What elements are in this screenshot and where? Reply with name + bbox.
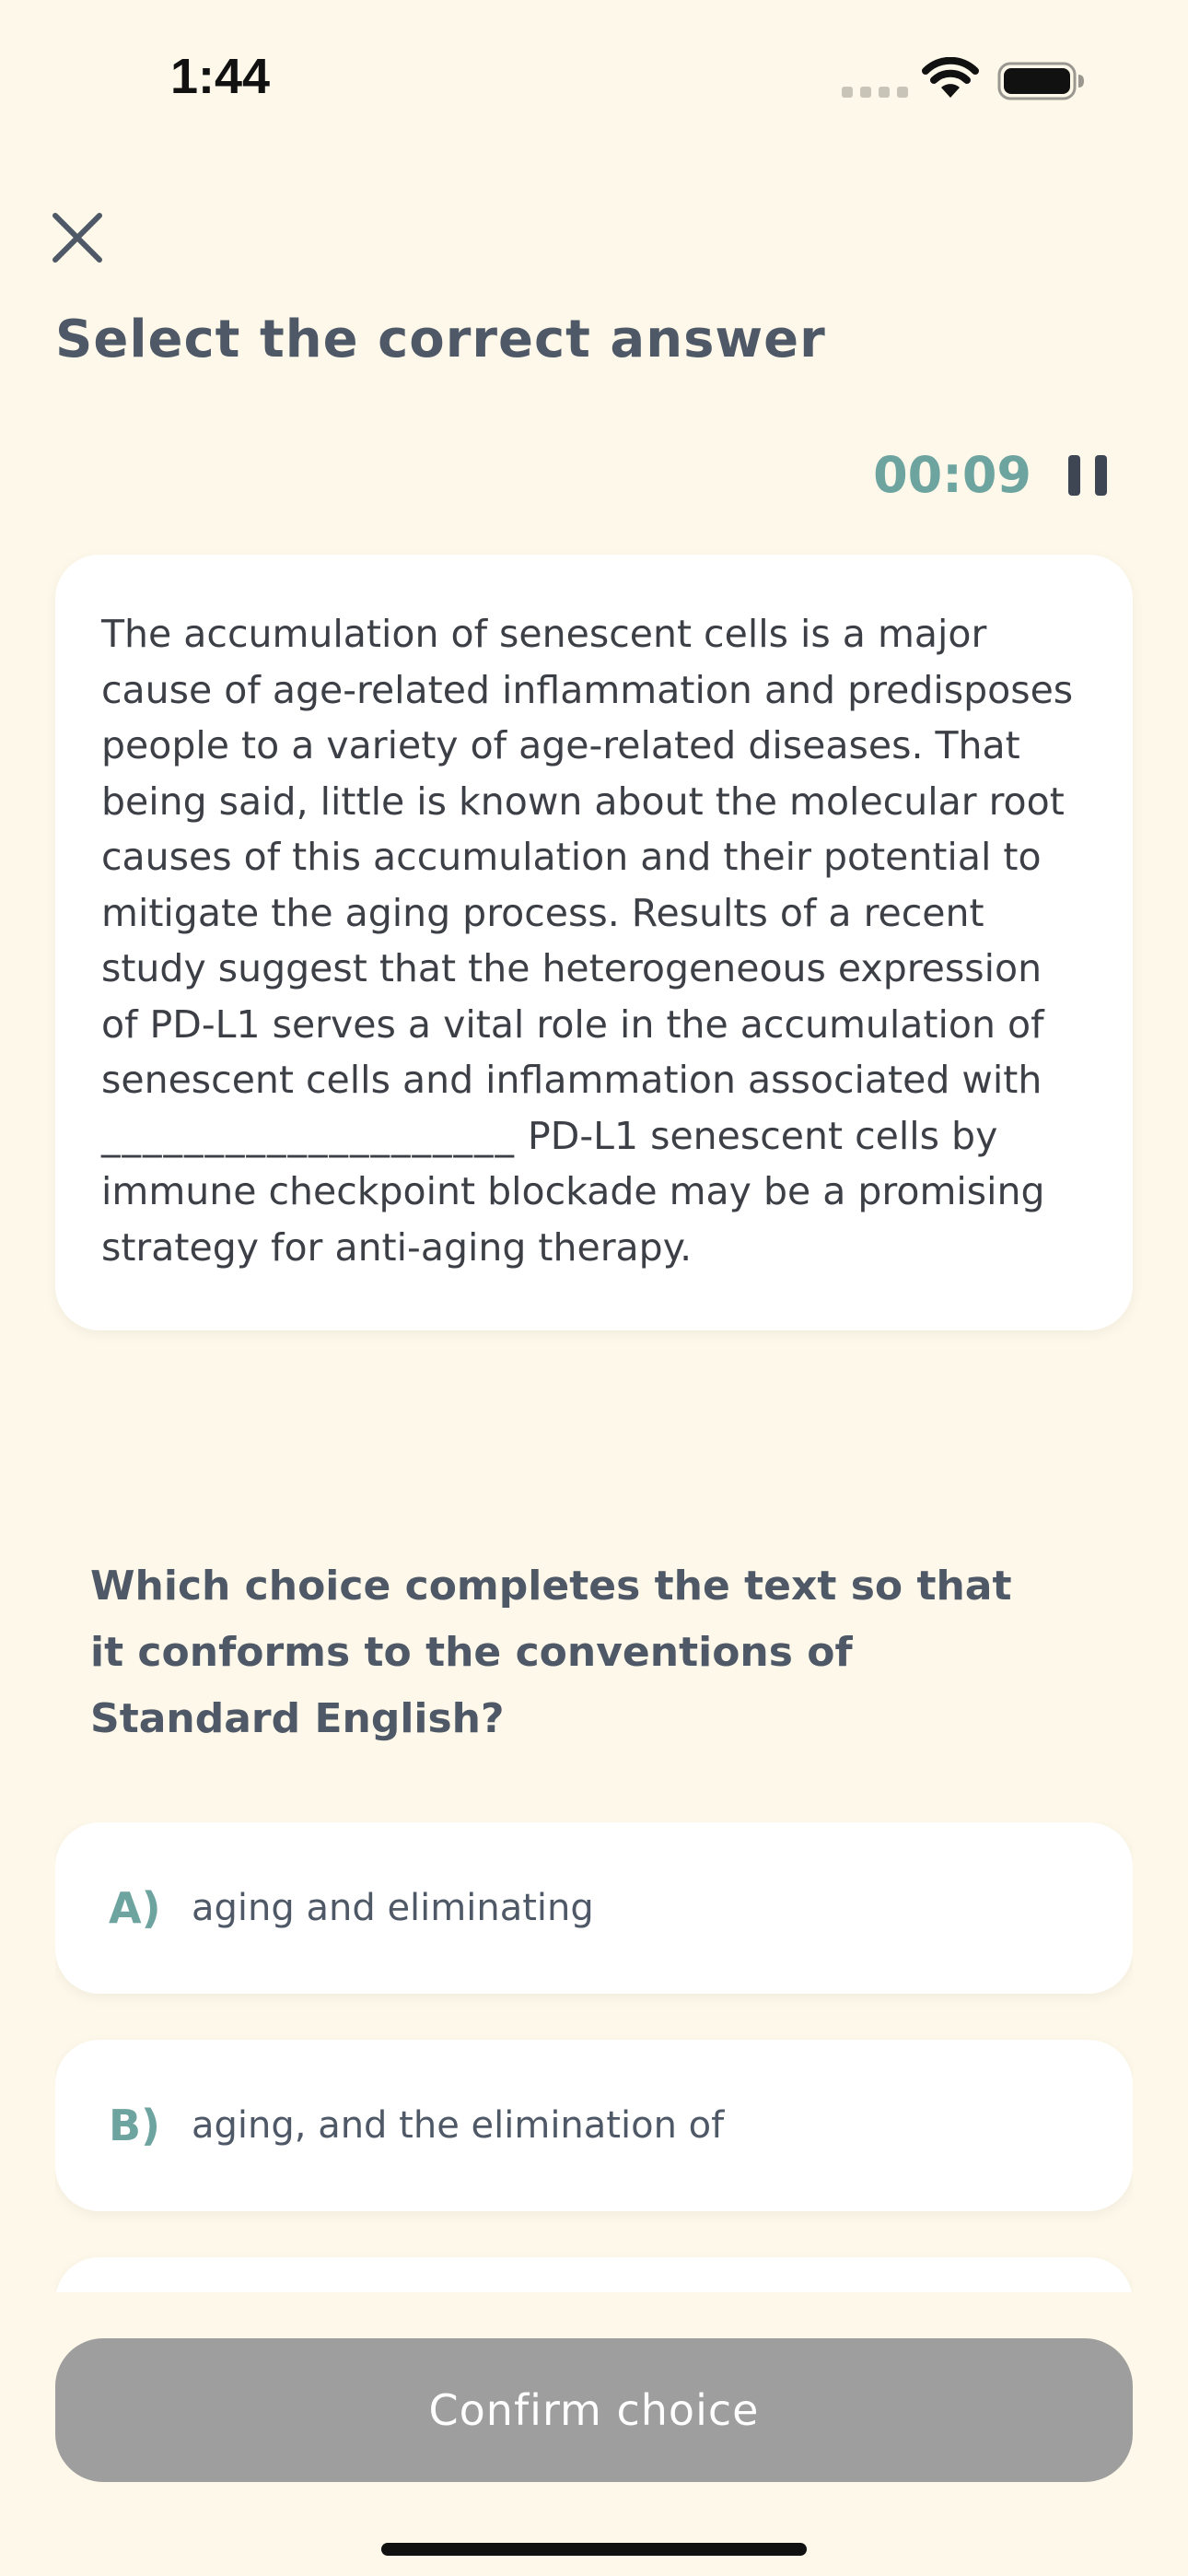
status-time: 1:44 [170, 49, 271, 104]
battery-icon [997, 61, 1086, 101]
status-bar [0, 0, 1188, 157]
timer-display: 00:09 [873, 446, 1031, 504]
option-letter: B) [109, 2101, 161, 2150]
wifi-icon [921, 57, 980, 100]
option-letter: A) [109, 1883, 161, 1933]
pause-icon-bar-left [1068, 455, 1080, 496]
close-icon[interactable] [48, 208, 107, 267]
confirm-button[interactable]: Confirm choice [55, 2338, 1133, 2482]
option-label: aging and eliminating [192, 1887, 594, 1929]
option-label: aging, and the elimination of [192, 2104, 725, 2147]
passage-text-after: PD-L1 senescent cells by immune checkpoint blockade may be a promising strategy for anti-aging therapy. [101, 1113, 1045, 1270]
home-indicator[interactable] [381, 2543, 807, 2556]
option-c[interactable] [55, 2257, 1133, 2292]
passage-text-before: The accumulation of senescent cells is a major cause of age-related inflammation and predisposes people to a variety of age-related diseases. That being said, little is known about the molecular root causes of this accumulation and their potential to mitigate the aging process. Results of a recent study suggest that the heterogeneous expression of PD-L1 serves a vital role in the accumulation of senescent cells and inflammation associated with [101, 612, 1074, 1102]
passage-text [101, 606, 1087, 1275]
option-a[interactable] [55, 1822, 1133, 1994]
passage-blank: ____________________ [101, 1113, 516, 1158]
question-text: Which choice completes the text so that it conforms to the conventions of Standard English? [90, 1563, 1012, 1742]
pause-icon-bar-right [1095, 455, 1107, 496]
passage-card [55, 555, 1133, 1330]
option-b[interactable] [55, 2040, 1133, 2211]
page-title: Select the correct answer [55, 310, 826, 369]
pause-button[interactable] [1068, 455, 1111, 498]
cellular-signal-icon [842, 87, 908, 98]
answer-options [55, 1822, 1133, 2292]
